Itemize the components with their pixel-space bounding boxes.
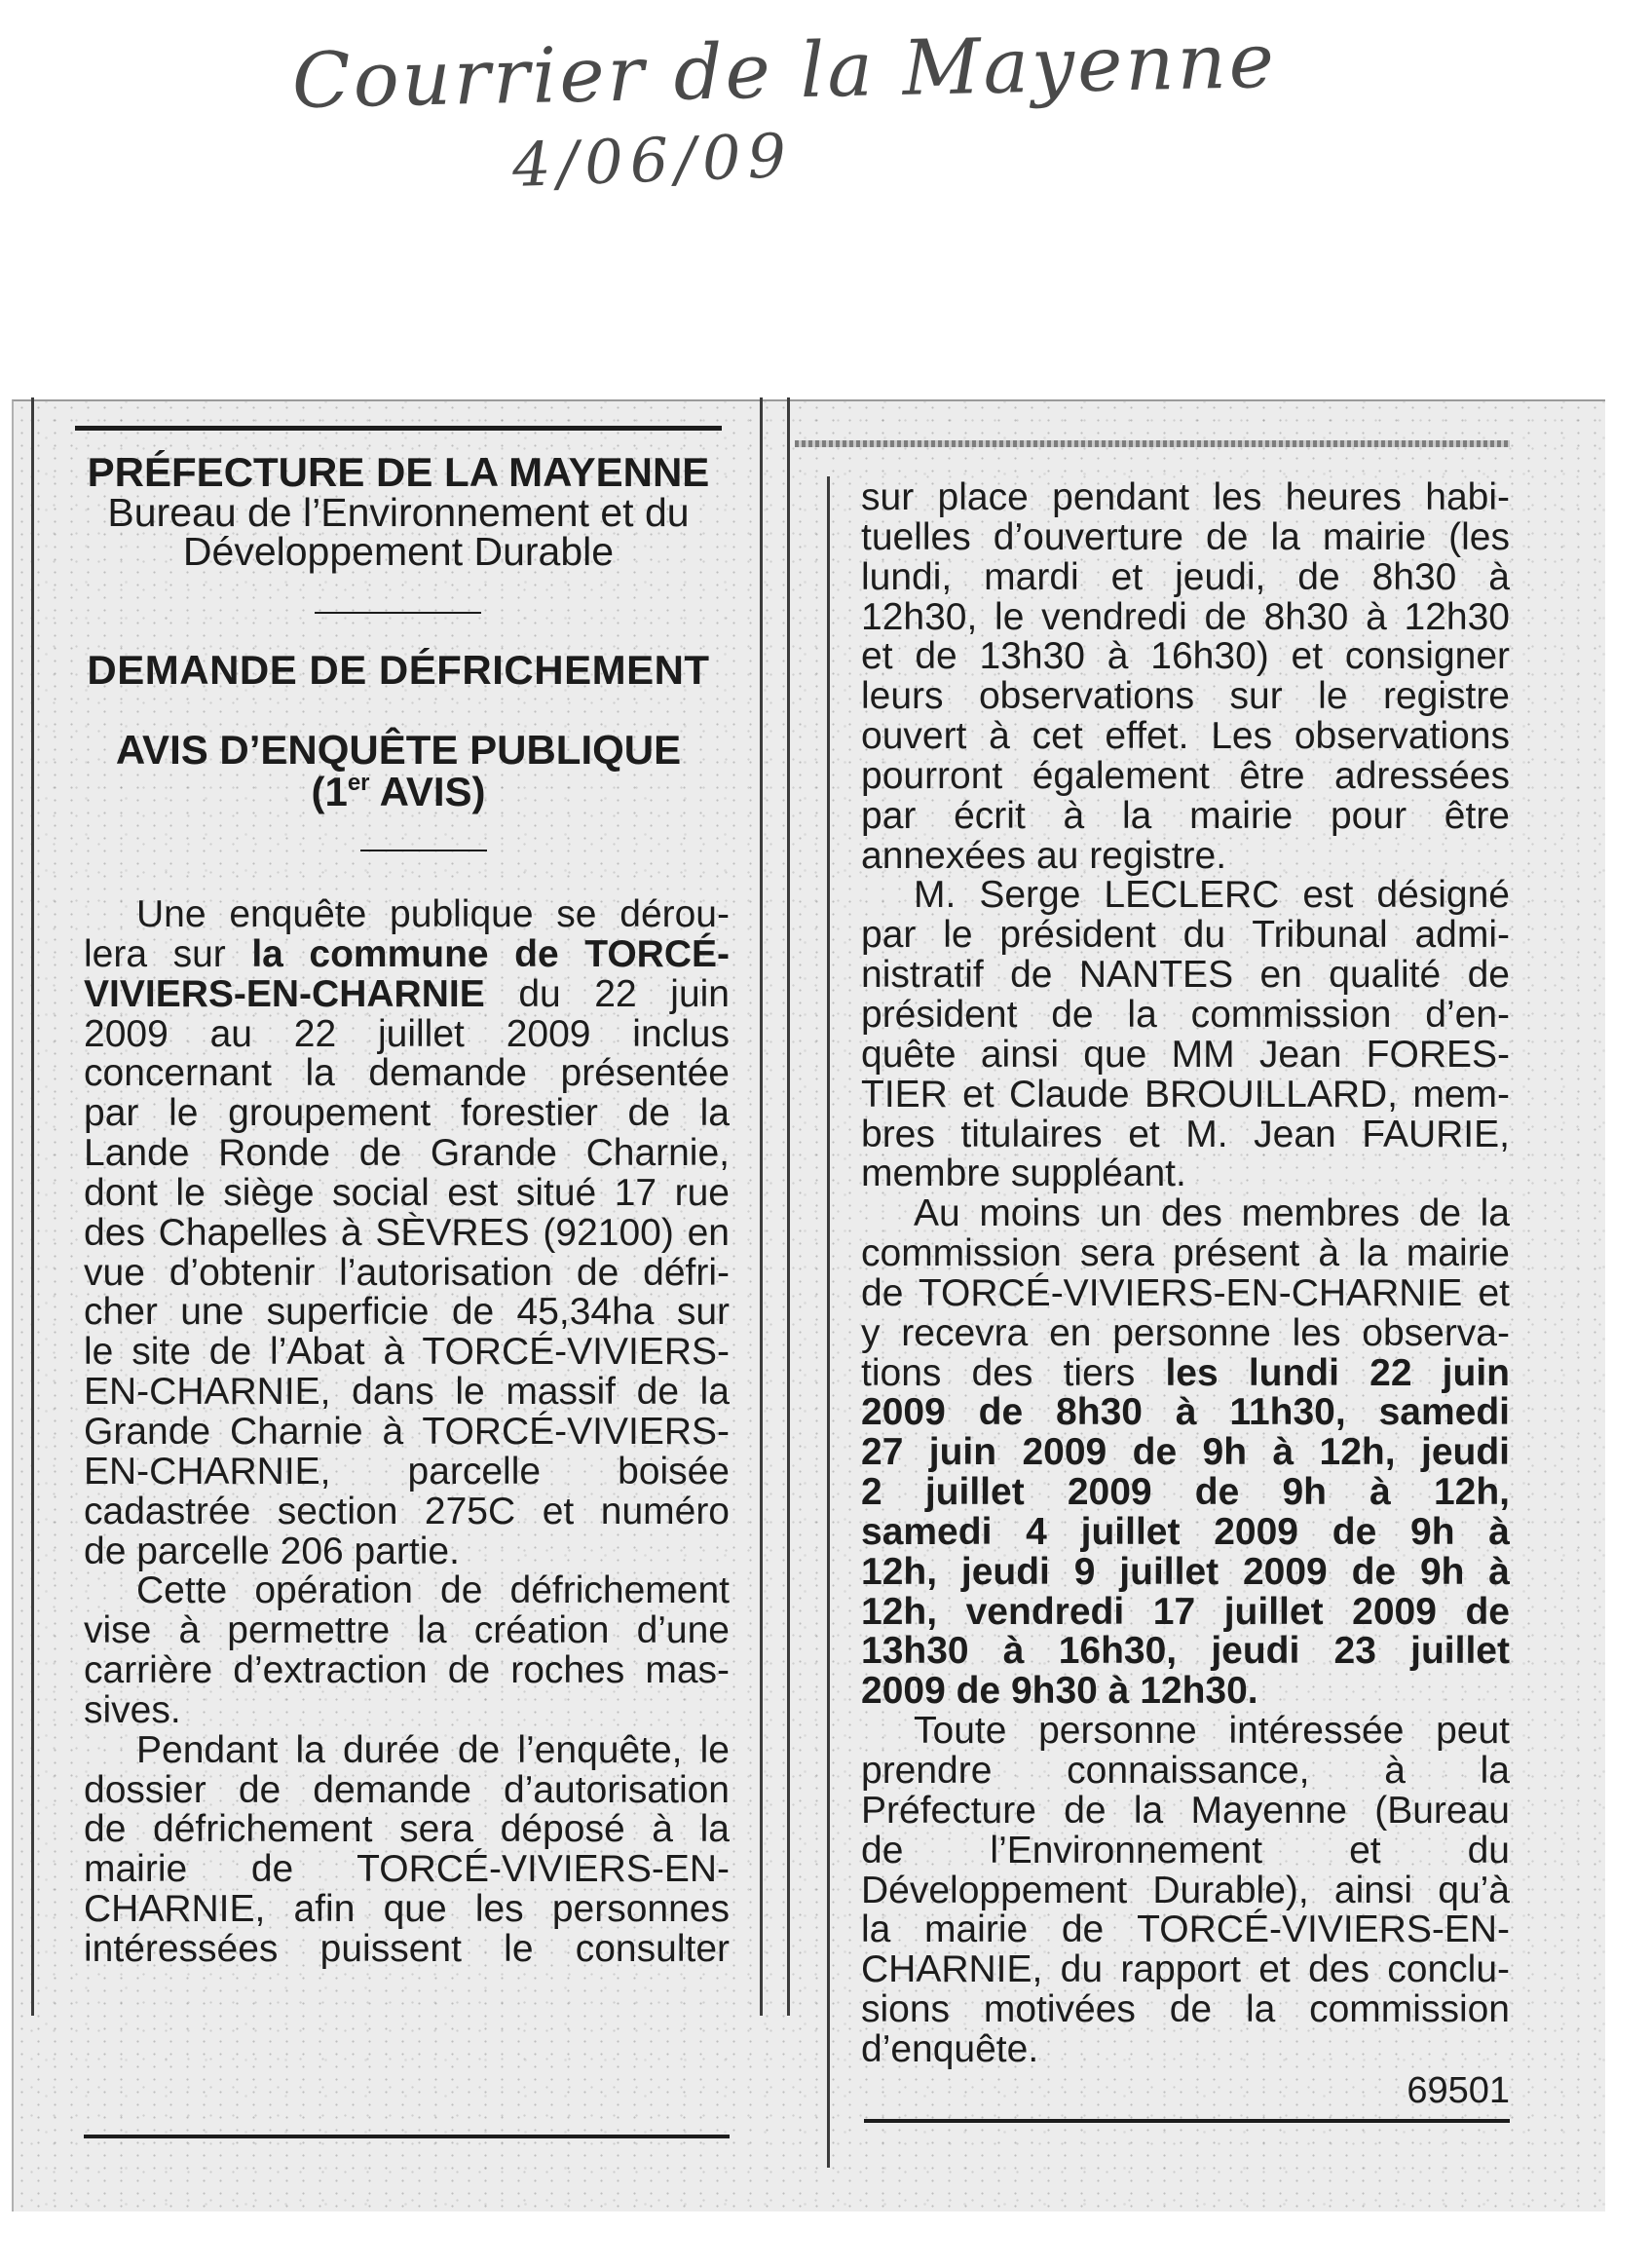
notice-text-line: leurs observations sur le registre	[861, 675, 1510, 718]
edition-label: AVIS)	[369, 769, 486, 814]
notice-text-line	[84, 932, 730, 975]
notice-text-line: Au moins un des membres de la	[914, 1192, 1510, 1235]
edition-ordinal: er	[347, 770, 370, 796]
bold-text-segment: la commune de TORCÉ-	[251, 932, 730, 975]
notice-text-line: sur place pendant les heures habi-	[861, 476, 1510, 518]
notice-text-line: nistratif de NANTES en qualité de	[861, 954, 1510, 997]
notice-reference-number: 69501	[1407, 2070, 1510, 2111]
right-column-rule	[827, 476, 830, 2168]
left-box-right-border	[760, 397, 763, 2016]
right-top-rule	[795, 440, 1510, 447]
notice-text-line: Pendant la durée de l’enquête, le	[136, 1728, 730, 1771]
notice-department-line-1: Bureau de l’Environnement et du	[107, 490, 690, 535]
notice-text-line: 2009 au 22 juillet 2009 inclus	[84, 1012, 730, 1055]
notice-text-line: cher une superficie de 45,34ha sur	[84, 1291, 730, 1334]
text-segment: tions des tiers	[861, 1351, 1166, 1394]
notice-text-line: de l’Environnement et du	[861, 1829, 1510, 1871]
notice-text-line: tuelles d’ouverture de la mairie (les	[861, 515, 1510, 558]
notice-text-line: membre suppléant.	[861, 1153, 1186, 1195]
notice-text-line: Toute personne intéressée peut	[914, 1710, 1510, 1753]
notice-text-line: par le groupement forestier de la	[84, 1092, 730, 1135]
text-segment: du 22 juin	[484, 972, 730, 1015]
notice-text-line: dossier de demande d’autorisation	[84, 1768, 730, 1811]
left-bottom-rule	[84, 2135, 730, 2138]
notice-text-line: Grande Charnie à TORCÉ-VIVIERS-	[84, 1410, 730, 1453]
notice-text-line: concernant la demande présentée	[84, 1052, 730, 1095]
handwritten-publication-name: Courrier de la Mayenne	[291, 17, 1278, 126]
notice-text-line: dont le siège social est situé 17 rue	[84, 1171, 730, 1214]
text-segment: lera sur	[84, 932, 252, 975]
notice-department-line-2: Développement Durable	[182, 529, 615, 574]
notice-text-line: mairie de TORCÉ-VIVIERS-EN-	[84, 1848, 730, 1891]
notice-text-line	[84, 972, 730, 1015]
top-rule	[75, 426, 722, 431]
notice-text-line: et de 13h30 à 16h30) et consigner	[861, 635, 1510, 678]
gutter-border	[787, 397, 790, 2016]
notice-text-line: CHARNIE, du rapport et des conclu-	[861, 1948, 1510, 1991]
notice-text-line	[861, 1510, 1510, 1553]
notice-text-line: CHARNIE, afin que les personnes	[84, 1888, 730, 1931]
notice-text-line: Préfecture de la Mayenne (Bureau	[861, 1789, 1510, 1832]
notice-text-line: M. Serge LECLERC est désigné	[914, 874, 1510, 917]
bold-text-segment: 12h, jeudi 9 juillet 2009 de 9h à	[861, 1550, 1510, 1593]
separator-rule	[360, 850, 487, 851]
separator-rule	[315, 612, 481, 614]
notice-text-line: pourront également être adressées	[861, 754, 1510, 797]
notice-text-line: carrière d’extraction de roches mas-	[84, 1649, 730, 1692]
notice-text-line	[861, 1393, 1510, 1433]
notice-subject: DEMANDE DE DÉFRICHEMENT	[87, 647, 710, 693]
notice-text-line: de parcelle 206 partie.	[84, 1530, 460, 1572]
notice-text-line	[861, 1632, 1510, 1672]
bold-text-segment: 2 juillet 2009 de 9h à 12h,	[861, 1471, 1510, 1514]
notice-text-line: 12h30, le vendredi de 8h30 à 12h30	[861, 595, 1510, 638]
notice-text-line: intéressées puissent le consulter	[84, 1927, 730, 1970]
notice-text-line: EN-CHARNIE, parcelle boisée	[84, 1450, 730, 1493]
handwritten-date: 4/06/09	[510, 119, 795, 201]
notice-text-line: sions motivées de la commission	[861, 1988, 1510, 2031]
notice-text-line: de TORCÉ-VIVIERS-EN-CHARNIE et	[861, 1271, 1510, 1314]
notice-text-line: cadastrée section 275C et numéro	[84, 1490, 730, 1532]
left-box-border	[31, 397, 34, 2016]
bold-text-segment: 13h30 à 16h30, jeudi 23 juillet	[861, 1630, 1510, 1673]
bold-text-segment: les lundi 22 juin	[1165, 1351, 1510, 1394]
notice-text-line	[861, 1351, 1510, 1394]
notice-authority: PRÉFECTURE DE LA MAYENNE	[87, 449, 710, 495]
notice-text-line	[861, 1473, 1510, 1513]
notice-text-line: commission sera présent à la mairie	[861, 1232, 1510, 1275]
bold-text-segment: 12h, vendredi 17 juillet 2009 de	[861, 1590, 1510, 1633]
notice-text-line	[861, 1550, 1510, 1593]
notice-text-line	[861, 1433, 1510, 1473]
notice-text-line: y recevra en personne les observa-	[861, 1311, 1510, 1354]
bold-text-segment: samedi 4 juillet 2009 de 9h à	[861, 1510, 1510, 1553]
right-bottom-rule	[864, 2119, 1510, 2123]
notice-text-line: vue d’obtenir l’autorisation de défri-	[84, 1251, 730, 1294]
bold-text-segment: 2009 de 8h30 à 11h30, samedi	[861, 1391, 1510, 1434]
notice-text-line: par le président du Tribunal admi-	[861, 914, 1510, 957]
notice-text-line: bres titulaires et M. Jean FAURIE,	[861, 1113, 1510, 1155]
bold-text-segment: VIVIERS-EN-CHARNIE	[84, 972, 485, 1015]
notice-text-line	[861, 1672, 1510, 1712]
notice-text-line	[861, 1590, 1510, 1633]
notice-text-line: annexées au registre.	[861, 834, 1227, 877]
notice-text-line: la mairie de TORCÉ-VIVIERS-EN-	[861, 1909, 1510, 1951]
notice-text-line: prendre connaissance, à la	[861, 1750, 1510, 1792]
notice-text-line: ouvert à cet effet. Les observations	[861, 715, 1510, 758]
notice-text-line: TIER et Claude BROUILLARD, mem-	[861, 1073, 1510, 1115]
notice-title: AVIS D’ENQUÊTE PUBLIQUE	[115, 727, 682, 773]
notice-text-line: d’enquête.	[861, 2027, 1039, 2070]
notice-body-right-column	[861, 478, 1510, 2070]
notice-text-line: Une enquête publique se dérou-	[136, 893, 730, 935]
edition-number: (1	[311, 769, 348, 814]
notice-text-line: le site de l’Abat à TORCÉ-VIVIERS-	[84, 1331, 730, 1374]
notice-text-line: quête ainsi que MM Jean FORES-	[861, 1033, 1510, 1076]
notice-body-left-column	[84, 895, 730, 1970]
notice-text-line: Lande Ronde de Grande Charnie,	[84, 1132, 730, 1175]
notice-text-line: Cette opération de défrichement	[136, 1569, 730, 1612]
notice-text-line: président de la commission d’en-	[861, 993, 1510, 1036]
notice-text-line: vise à permettre la création d’une	[84, 1609, 730, 1652]
notice-text-line: lundi, mardi et jeudi, de 8h30 à	[861, 555, 1510, 598]
notice-edition	[75, 771, 722, 820]
bold-text-segment: 2009 de 9h30 à 12h30.	[861, 1670, 1258, 1713]
notice-text-line: de défrichement sera déposé à la	[84, 1808, 730, 1851]
notice-text-line: des Chapelles à SÈVRES (92100) en	[84, 1211, 730, 1254]
bold-text-segment: 27 juin 2009 de 9h à 12h, jeudi	[861, 1431, 1510, 1474]
notice-text-line: EN-CHARNIE, dans le massif de la	[84, 1371, 730, 1414]
notice-text-line: sives.	[84, 1688, 181, 1731]
notice-text-line: Développement Durable), ainsi qu’à	[861, 1869, 1510, 1911]
notice-text-line: par écrit à la mairie pour être	[861, 794, 1510, 837]
